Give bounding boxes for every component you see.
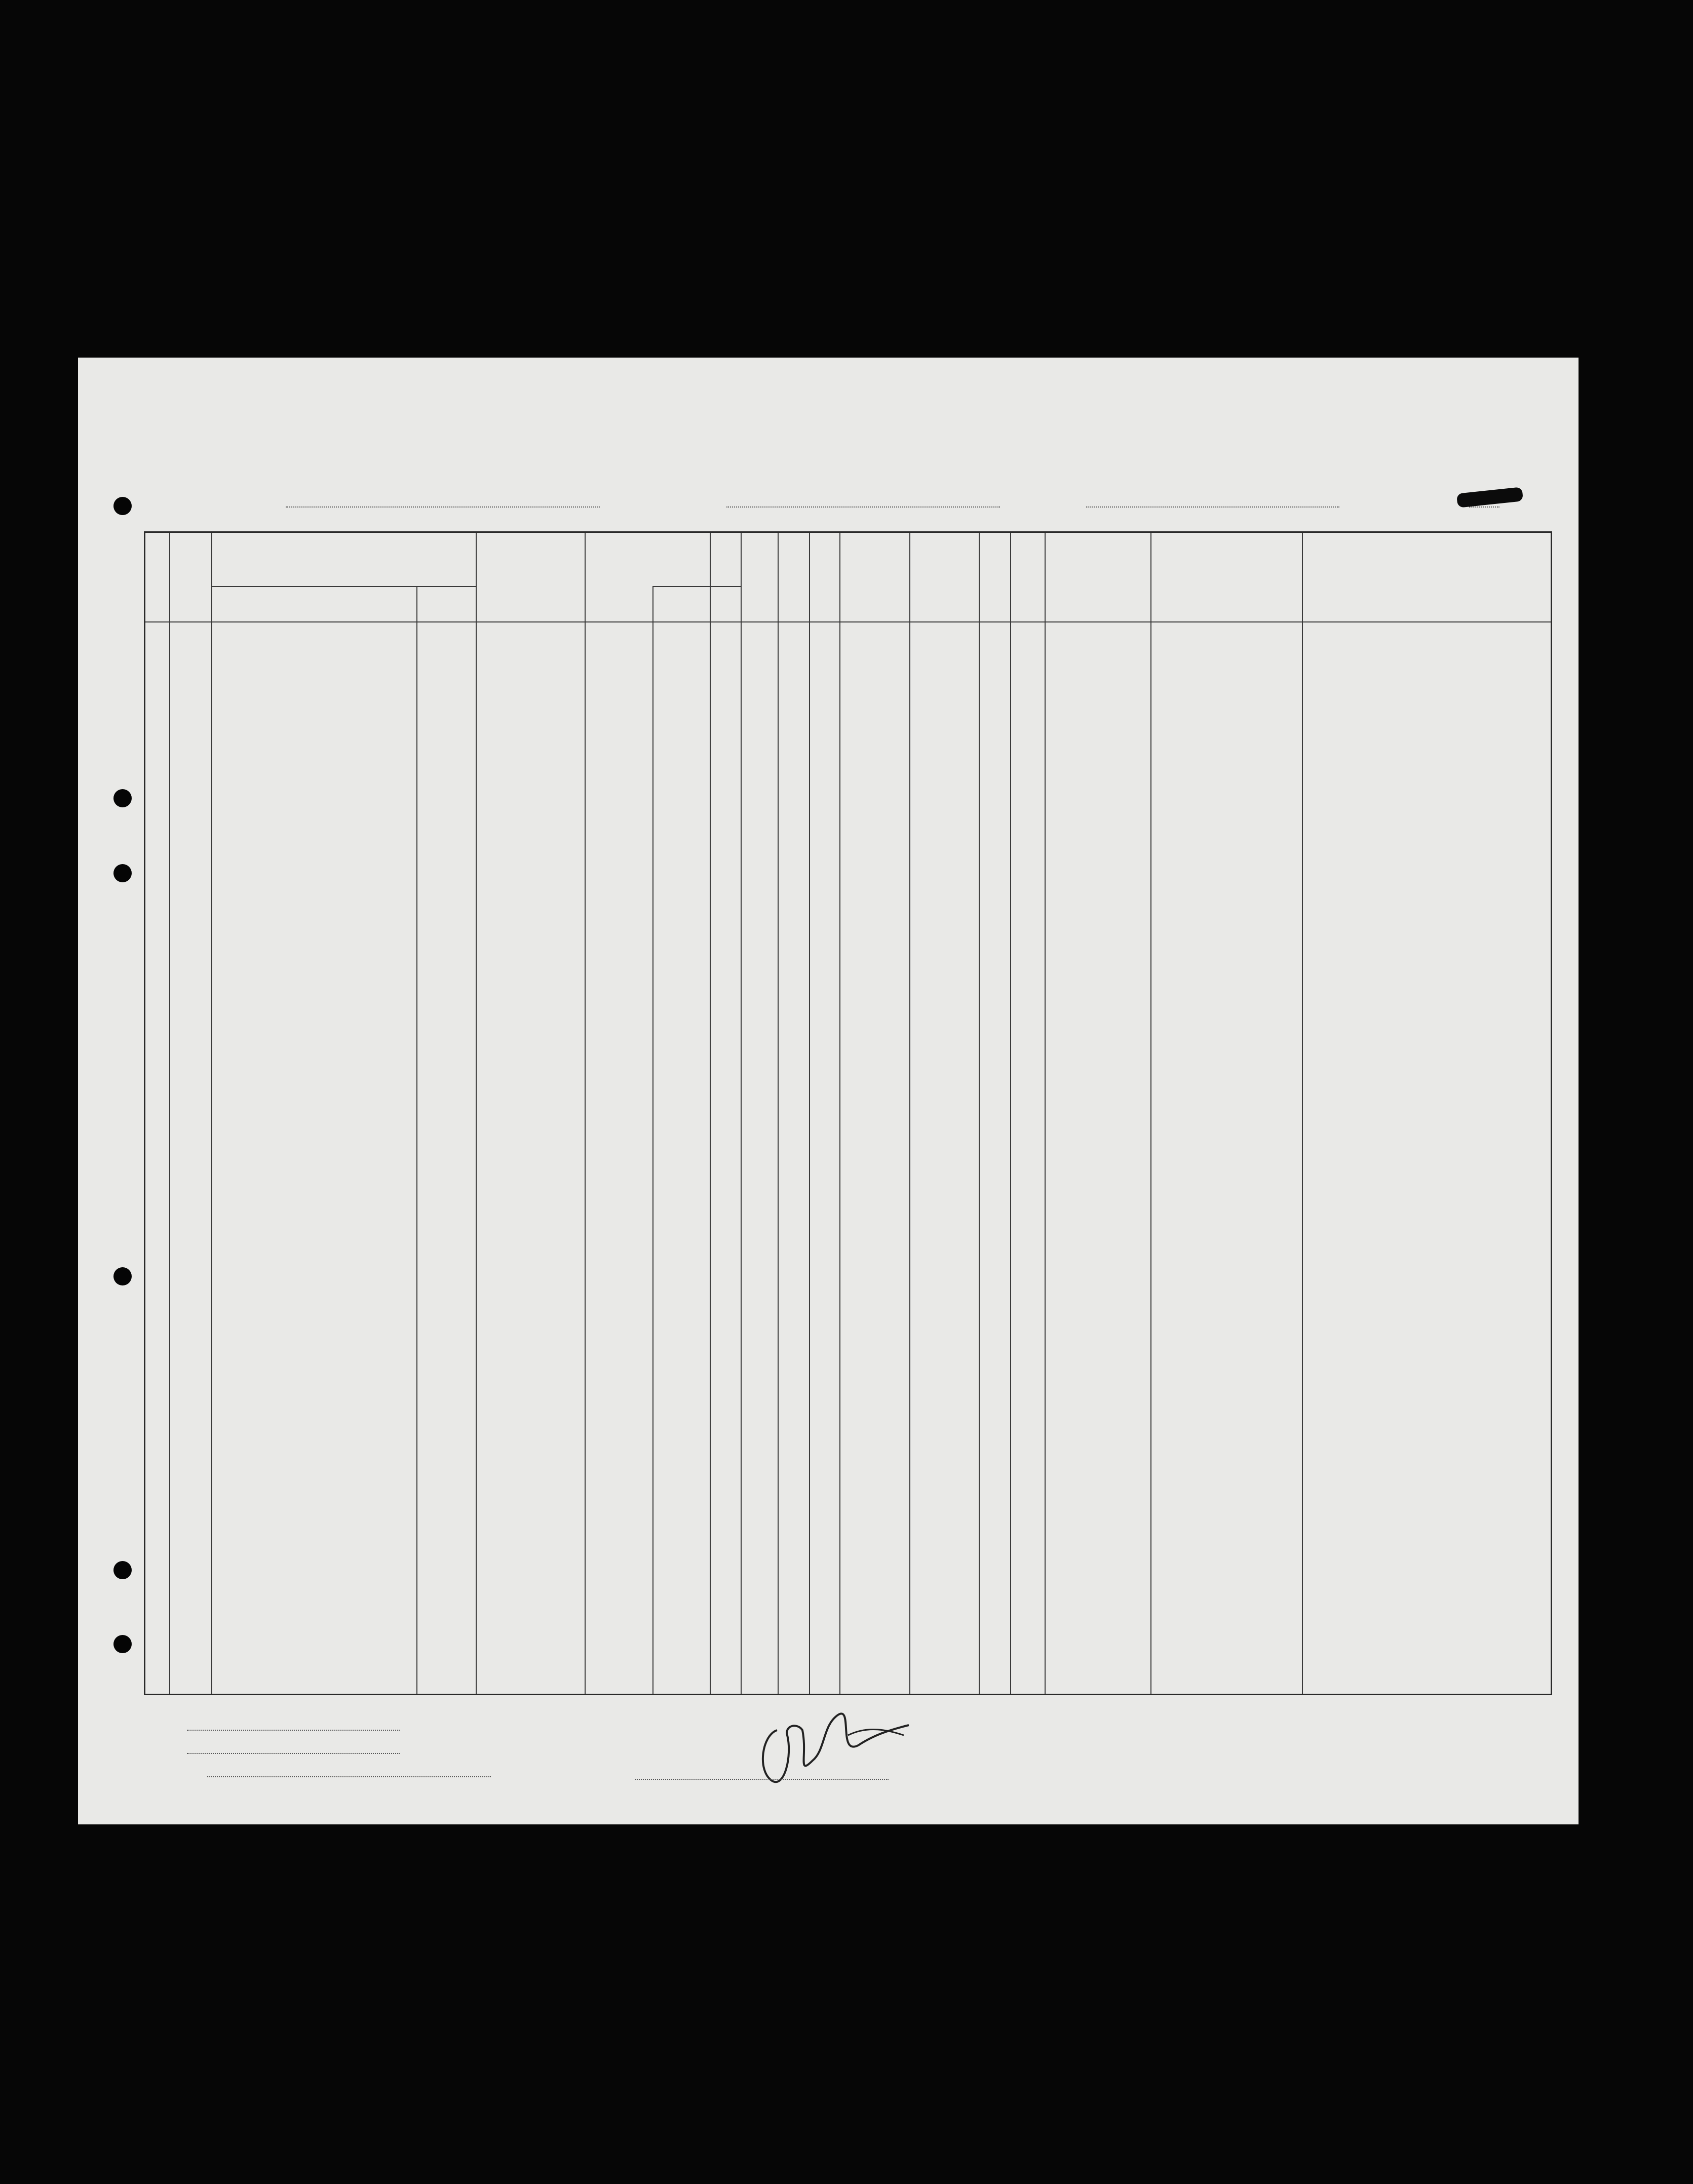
punch-hole: [113, 497, 132, 515]
footer-agents: [144, 1769, 491, 1780]
column-rule: [476, 533, 477, 1694]
column-rule: [809, 533, 810, 1694]
column-rule: [1150, 533, 1151, 1694]
inspector-label: [635, 1779, 889, 1781]
footer-owners: [144, 1745, 400, 1757]
footer-line: [144, 1722, 400, 1734]
column-rule: [778, 533, 779, 1694]
punch-hole: [113, 864, 132, 882]
column-rule: [1045, 533, 1046, 1694]
column-rule: [979, 533, 980, 1694]
header-sub-rule: [211, 586, 476, 587]
column-rule: [1302, 533, 1303, 1694]
column-rule: [416, 586, 417, 1694]
voyage-line: [149, 488, 1496, 519]
line-value: [187, 1730, 400, 1731]
manifest-sheet: [78, 358, 1579, 1824]
column-rule: [211, 533, 212, 1694]
column-rule: [710, 533, 711, 1694]
punch-hole: [113, 1267, 132, 1285]
header-sub-rule: [652, 586, 741, 587]
inspector-signature: [737, 1695, 1000, 1796]
column-rule: [169, 533, 170, 1694]
agents-value: [207, 1776, 491, 1777]
header-rule: [145, 621, 1551, 622]
column-rule: [1010, 533, 1011, 1694]
punch-hole: [113, 789, 132, 807]
crew-table: [144, 531, 1552, 1695]
punch-hole: [113, 1635, 132, 1653]
column-rule: [839, 533, 840, 1694]
column-rule: [585, 533, 586, 1694]
punch-hole: [113, 1561, 132, 1579]
column-rule: [741, 533, 742, 1694]
column-rule: [909, 533, 910, 1694]
column-rule: [652, 586, 653, 1694]
owners-value: [187, 1753, 400, 1754]
